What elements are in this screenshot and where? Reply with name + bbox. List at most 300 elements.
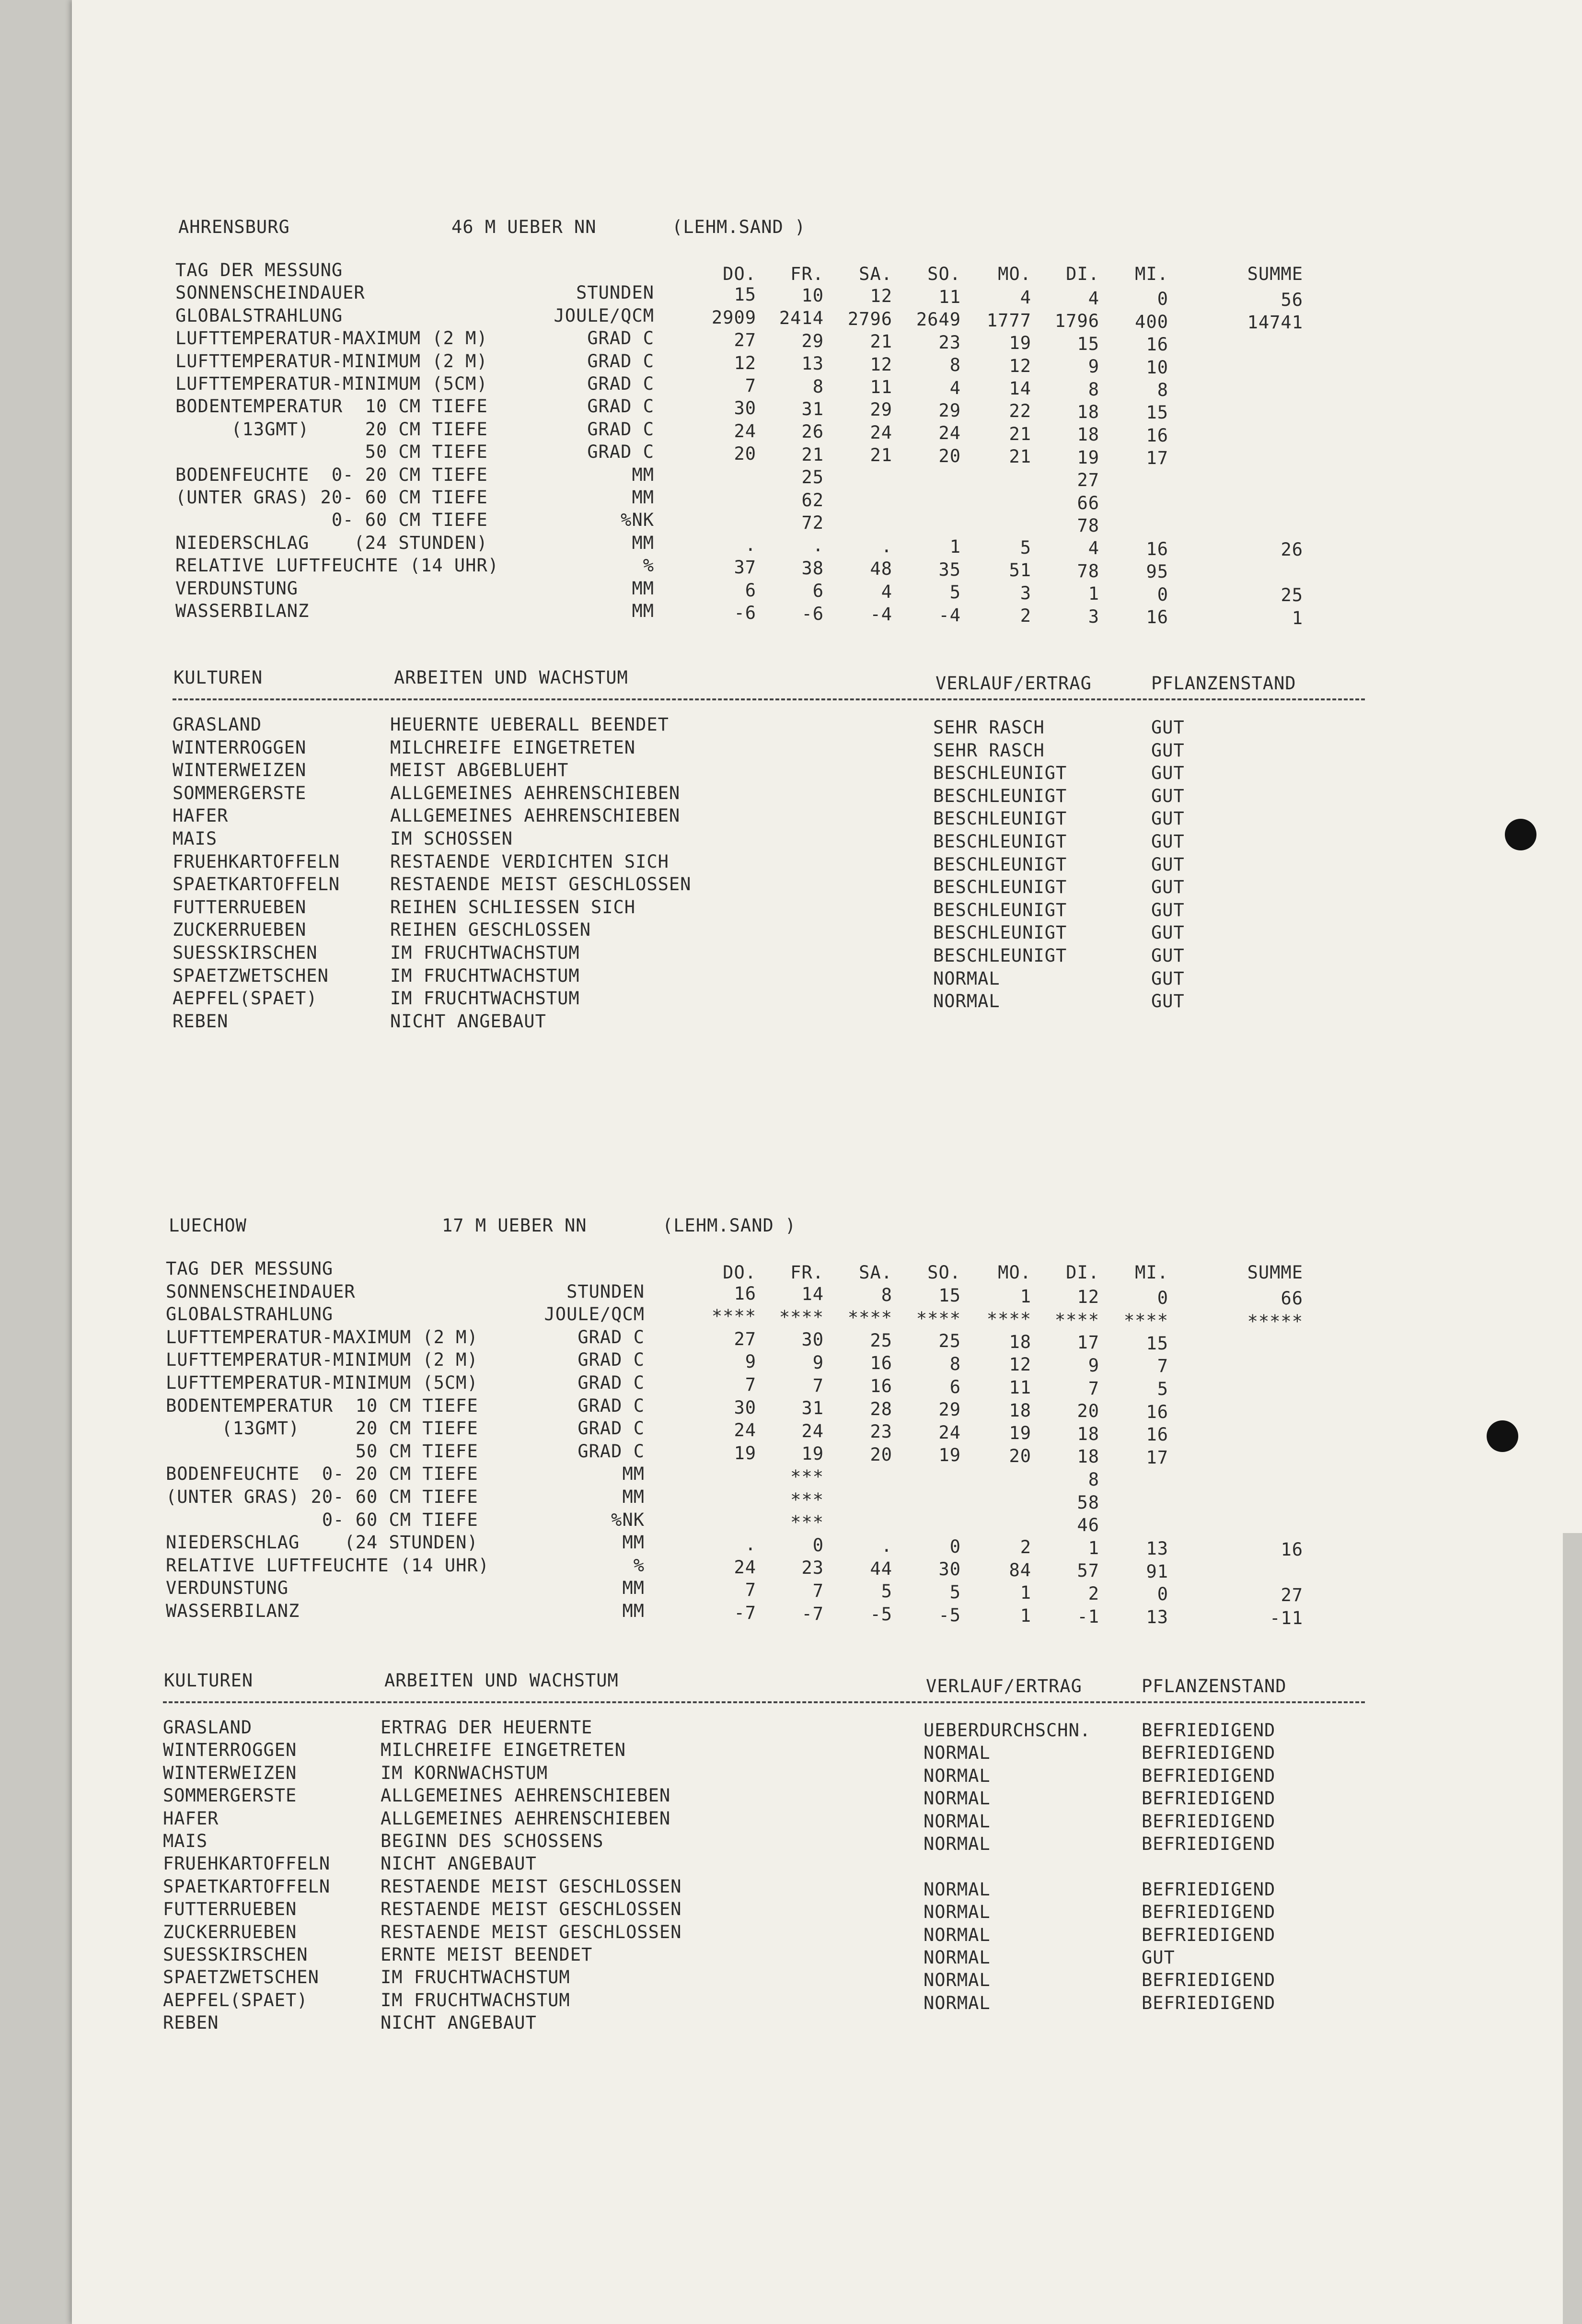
measurement-unit: MM [622,1487,645,1507]
measurement-unit: MM [632,578,654,599]
crop-progress: BESCHLEUNIGT [933,945,1067,966]
measurement-value: 21 [1009,423,1031,444]
measurement-value: 30 [734,398,756,419]
crop-work: NICHT ANGEBAUT [381,2012,537,2034]
measurement-label: WASSERBILANZ [175,601,310,621]
measurement-value: 66 [1281,1288,1303,1309]
crop-culture: WINTERWEIZEN [163,1762,297,1783]
measurement-value: 8 [949,355,961,376]
crop-stand: GUT [1151,945,1185,966]
measurement-value: 29 [938,1399,961,1420]
measurement-value: 25 [938,1331,961,1352]
crop-stand: GUT [1151,740,1185,761]
measurement-value: 6 [745,580,756,601]
crop-progress: NORMAL [924,1834,991,1854]
crop-culture: GRASLAND [173,714,262,735]
crop-work: ALLGEMEINES AEHRENSCHIEBEN [390,782,681,803]
measurement-value: 72 [801,512,824,533]
day-header: MI. [1135,264,1168,284]
measurement-value: 0 [1157,289,1168,310]
measurement-unit: GRAD C [577,1349,645,1371]
crop-culture: SPAETZWETSCHEN [163,1967,319,1988]
measurement-value: 12 [734,352,756,373]
measurement-value: 58 [1077,1492,1099,1513]
measurement-value: 5 [1157,1379,1168,1399]
measurement-value: 16 [1146,1424,1168,1445]
day-header: DO. [723,1262,756,1283]
crop-progress: BESCHLEUNIGT [933,785,1067,806]
measurement-label: WASSERBILANZ [166,1601,300,1621]
measurement-value: 23 [938,332,961,353]
crop-progress: NORMAL [924,1879,991,1900]
crop-culture: HAFER [173,805,229,826]
measurement-value: 16 [1146,607,1168,627]
measurement-unit: MM [632,464,654,485]
measurement-value: 20 [870,1444,892,1465]
day-header: SA. [859,264,892,284]
measurement-value: 7 [745,1374,756,1395]
measurement-label: BODENFEUCHTE 0- 20 CM TIEFE [175,464,488,485]
measurement-value: 1 [1088,583,1099,604]
measurement-label: RELATIVE LUFTFEUCHTE (14 UHR) [166,1555,490,1576]
measurement-unit: STUNDEN [566,1281,645,1302]
measurement-value: 24 [938,1422,961,1443]
crop-column-header: VERLAUF/ERTRAG [926,1676,1082,1697]
measurement-value: 9 [812,1352,824,1373]
crop-work: REIHEN SCHLIESSEN SICH [390,896,636,918]
measurement-value: 17 [1146,448,1168,469]
crop-work: MEIST ABGEBLUEHT [390,760,569,781]
crop-progress: NORMAL [924,1811,991,1832]
crop-stand: GUT [1151,831,1185,852]
measurement-value: 8 [1088,379,1099,400]
measurement-value: 0 [812,1534,824,1556]
day-header: FR. [790,264,824,284]
measurement-value: 57 [1077,1560,1099,1581]
measurement-value: 400 [1135,311,1168,332]
crop-stand: BEFRIEDIGEND [1142,1992,1276,2013]
measurement-value: -7 [801,1603,824,1624]
measurement-value: 66 [1077,492,1099,513]
crop-work: IM FRUCHTWACHSTUM [381,1967,570,1988]
measurement-value: **** [1123,1310,1168,1331]
measurement-value: 29 [870,399,892,420]
measurement-value: *** [790,1466,824,1487]
measurement-value: -5 [938,1604,961,1626]
measurement-value: 9 [1088,356,1099,377]
crop-stand: GUT [1151,877,1185,898]
measurement-value: 2796 [847,308,892,329]
measurement-value: 24 [734,1420,756,1441]
measurement-value: 4 [1088,538,1099,559]
measurement-label: VERDUNSTUNG [175,578,299,599]
crop-work: NICHT ANGEBAUT [390,1011,546,1032]
measurement-value: 0 [1157,1584,1168,1605]
measurement-value: 15 [1146,1333,1168,1354]
measurement-value: 1 [1020,1582,1031,1604]
crop-culture: FRUEHKARTOFFELN [173,851,340,872]
measurement-value: 1 [1088,1537,1099,1558]
measurement-value: 16 [870,1376,892,1396]
measurement-value: 15 [1146,402,1168,423]
day-header: FR. [790,1262,824,1283]
measurement-label: 50 CM TIEFE [175,442,488,463]
measurement-label: SONNENSCHEINDAUER [166,1281,356,1302]
measurement-value: 18 [1077,1446,1099,1467]
crop-stand: BEFRIEDIGEND [1142,1765,1276,1786]
crop-work: RESTAENDE MEIST GESCHLOSSEN [381,1921,682,1942]
measurement-value: . [881,535,892,557]
measurement-value: 29 [938,400,961,421]
measurement-value: 19 [938,1445,961,1466]
crop-culture: MAIS [173,828,218,849]
measurement-value: 12 [870,354,892,375]
measurement-value: 20 [734,443,756,465]
measurement-value: 11 [870,377,892,397]
punch-hole-upper [1505,819,1536,850]
measurement-value: 14 [1009,378,1031,399]
measurement-value: 20 [1009,1445,1031,1466]
crop-stand: BEFRIEDIGEND [1142,1879,1276,1900]
measurement-unit: GRAD C [577,1418,645,1439]
measurement-value: 18 [1077,1423,1099,1444]
measurement-value: 9 [1088,1355,1099,1376]
measurement-value: 5 [949,582,961,603]
crop-culture: REBEN [173,1011,229,1032]
measurement-unit: GRAD C [587,396,654,417]
measurement-value: 24 [801,1420,824,1441]
measurement-value: 7 [812,1580,824,1601]
measurement-value: 30 [938,1559,961,1580]
crop-work: MILCHREIFE EINGETRETEN [390,737,636,758]
measurement-label: LUFTTEMPERATUR-MAXIMUM (2 M) [175,328,488,349]
measurement-label: 0- 60 CM TIEFE [175,510,488,531]
measurement-label: NIEDERSCHLAG (24 STUNDEN) [166,1532,478,1553]
day-header: MI. [1135,1262,1168,1283]
measurement-value: 28 [870,1398,892,1419]
crop-progress: NORMAL [924,1992,991,2013]
measurement-value: 27 [1281,1584,1303,1605]
measurement-value: -7 [734,1603,756,1623]
measurement-value: 27 [1077,470,1099,491]
measurement-value: 16 [1281,1539,1303,1560]
measurement-unit: MM [622,1532,645,1553]
measurement-unit: MM [632,532,654,553]
crop-stand: GUT [1151,763,1185,784]
measurement-value: 2 [1088,1583,1099,1604]
measurement-value: 4 [1020,287,1031,308]
measurement-value: 25 [870,1330,892,1351]
measurement-value: 1 [1020,1286,1031,1307]
crop-culture: SOMMERGERSTE [163,1785,297,1806]
measurement-value: 15 [1077,333,1099,354]
crop-column-header: ARBEITEN UND WACHSTUM [394,667,628,688]
measurement-value: 6 [812,581,824,602]
measurement-value: 16 [734,1283,756,1304]
crop-column-header: KULTUREN [164,1670,254,1691]
measurement-value: 84 [1009,1559,1031,1580]
crop-progress: SEHR RASCH [933,740,1045,761]
measurement-value: -1 [1077,1606,1099,1627]
measurement-unit: %NK [621,510,654,531]
measurement-value: 16 [1146,425,1168,446]
measurement-value: 1777 [986,310,1031,331]
measurement-value: 78 [1077,515,1099,536]
measurement-value: 16 [1146,1401,1168,1422]
crop-culture: HAFER [163,1808,219,1829]
measurement-value: 21 [801,444,824,465]
station-name: LUECHOW [169,1215,247,1236]
measurement-label: BODENTEMPERATUR 10 CM TIEFE [166,1395,478,1416]
crop-progress: BESCHLEUNIGT [933,831,1067,852]
measurement-value: 2649 [916,309,961,330]
measurement-label: TAG DER MESSUNG [175,260,343,280]
measurement-unit: MM [622,1464,645,1485]
measurement-value: 2 [1020,605,1031,626]
measurement-value: 5 [1020,537,1031,558]
measurement-value: 27 [734,330,756,351]
measurement-label: GLOBALSTRAHLUNG [166,1304,334,1325]
crop-work: RESTAENDE MEIST GESCHLOSSEN [390,874,692,895]
crop-progress: BESCHLEUNIGT [933,922,1067,943]
measurement-value: 35 [938,559,961,580]
crop-work: RESTAENDE MEIST GESCHLOSSEN [381,1899,682,1920]
measurement-label: LUFTTEMPERATUR-MINIMUM (5CM) [166,1372,478,1393]
measurement-value: 18 [1077,424,1099,445]
measurement-value: 4 [949,377,961,398]
crop-work: ERTRAG DER HEUERNTE [381,1717,593,1738]
measurement-value: 13 [1146,1538,1168,1559]
day-header: DI. [1066,264,1099,284]
crop-culture: AEPFEL(SPAET) [163,1989,308,2010]
measurement-value: 7 [1157,1356,1168,1377]
day-header: MO. [998,1262,1031,1283]
day-header: DI. [1066,1262,1099,1283]
crop-work: RESTAENDE VERDICHTEN SICH [390,851,669,872]
crop-work: IM FRUCHTWACHSTUM [381,1989,570,2010]
crop-stand: BEFRIEDIGEND [1142,1902,1276,1923]
measurement-unit: GRAD C [587,328,654,349]
measurement-value: *** [790,1512,824,1533]
measurement-unit: GRAD C [577,1395,645,1416]
crop-column-header: VERLAUF/ERTRAG [935,673,1092,694]
crop-work: ALLGEMEINES AEHRENSCHIEBEN [390,805,681,826]
measurement-unit: GRAD C [587,350,654,372]
crop-stand: GUT [1142,1947,1175,1968]
measurement-value: 8 [949,1353,961,1374]
measurement-value: 25 [801,467,824,488]
measurement-value: . [745,534,756,555]
measurement-value: 15 [734,284,756,305]
crop-progress: NORMAL [924,1924,991,1945]
crop-progress: BESCHLEUNIGT [933,877,1067,898]
measurement-value: 18 [1009,1331,1031,1352]
measurement-unit: GRAD C [587,442,654,463]
crop-column-header: ARBEITEN UND WACHSTUM [384,1670,619,1691]
crop-culture: ZUCKERRUEBEN [173,919,307,941]
day-header: MO. [998,264,1031,284]
measurement-value: 20 [938,445,961,466]
station-name: AHRENSBURG [178,217,290,237]
day-header: SUMME [1247,1262,1303,1283]
crop-culture: SUESSKIRSCHEN [173,942,318,963]
measurement-value: 16 [870,1353,892,1374]
measurement-value: 10 [1146,357,1168,378]
measurement-value: -5 [870,1604,892,1625]
measurement-value: 15 [938,1285,961,1306]
measurement-value: 16 [1146,538,1168,559]
measurement-value: 17 [1146,1447,1168,1468]
measurement-value: 4 [881,581,892,602]
measurement-value: 19 [1077,447,1099,468]
measurement-unit: MM [632,601,654,621]
measurement-value: 3 [1088,606,1099,627]
measurement-value: 12 [1009,1354,1031,1375]
measurement-value: 30 [734,1397,756,1418]
crop-work: MILCHREIFE EINGETRETEN [381,1740,626,1761]
station-elevation: 17 M UEBER NN [442,1215,587,1236]
crop-progress: NORMAL [924,1788,991,1809]
crop-culture: SPAETKARTOFFELN [173,874,340,895]
torn-page-edge [1563,1533,1582,2324]
crop-work: REIHEN GESCHLOSSEN [390,919,591,941]
measurement-unit: GRAD C [577,1326,645,1348]
day-header: SUMME [1247,264,1303,284]
crop-work: IM KORNWACHSTUM [381,1762,548,1783]
day-header: SA. [859,1262,892,1283]
measurement-value: . [881,1535,892,1557]
crop-work: IM SCHOSSEN [390,828,513,849]
crop-culture: SOMMERGERSTE [173,782,307,803]
crop-work: IM FRUCHTWACHSTUM [390,942,580,963]
crop-culture: FUTTERRUEBEN [173,896,307,918]
crop-stand: BEFRIEDIGEND [1142,1834,1276,1854]
crop-work: HEUERNTE UEBERALL BEENDET [390,714,669,735]
crop-stand: GUT [1151,922,1185,943]
measurement-value: 8 [1088,1469,1099,1490]
header-divider [173,698,1365,700]
header-divider [163,1701,1365,1703]
measurement-value: 26 [801,421,824,442]
measurement-label: (UNTER GRAS) 20- 60 CM TIEFE [166,1487,478,1507]
measurement-value: 26 [1281,539,1303,560]
measurement-value: 12 [870,286,892,307]
measurement-value: 7 [1088,1378,1099,1399]
measurement-label: LUFTTEMPERATUR-MINIMUM (2 M) [166,1349,478,1371]
measurement-value: 24 [734,1557,756,1578]
measurement-value: 14 [801,1284,824,1305]
crop-progress: NORMAL [924,1947,991,1968]
measurement-value: -11 [1270,1607,1303,1628]
measurement-value: 37 [734,557,756,578]
measurement-value: 31 [801,1398,824,1419]
crop-stand: GUT [1151,899,1185,920]
measurement-value: *** [790,1489,824,1510]
measurement-value: 7 [745,1580,756,1601]
measurement-value: 21 [870,445,892,466]
measurement-label: TAG DER MESSUNG [166,1258,334,1279]
measurement-value: 13 [801,353,824,374]
soil-type: (LEHM.SAND ) [662,1215,797,1236]
crop-work: ALLGEMEINES AEHRENSCHIEBEN [381,1808,671,1829]
measurement-label: SONNENSCHEINDAUER [175,282,365,303]
crop-work: ERNTE MEIST BEENDET [381,1944,593,1965]
crop-stand: BEFRIEDIGEND [1142,1720,1276,1741]
measurement-unit: MM [622,1578,645,1599]
crop-progress: BESCHLEUNIGT [933,854,1067,875]
crop-progress: NORMAL [933,968,1000,989]
measurement-value: **** [916,1308,961,1329]
measurement-value: 1796 [1054,311,1099,332]
measurement-value: 1 [949,536,961,558]
measurement-value: 11 [1009,1377,1031,1398]
day-header: SO. [927,264,961,284]
crop-culture: WINTERROGGEN [163,1740,297,1761]
measurement-value: 8 [812,376,824,397]
measurement-value: 38 [801,558,824,579]
crop-progress: NORMAL [933,991,1000,1012]
crop-culture: GRASLAND [163,1717,253,1738]
measurement-label: 50 CM TIEFE [166,1441,478,1462]
measurement-unit: GRAD C [587,418,654,440]
crop-culture: FRUEHKARTOFFELN [163,1853,331,1874]
measurement-label: LUFTTEMPERATUR-MINIMUM (5CM) [175,373,488,394]
measurement-value: 27 [734,1328,756,1349]
measurement-unit: % [633,1555,645,1576]
measurement-value: 2414 [779,308,824,329]
measurement-value: **** [779,1306,824,1327]
measurement-value: 46 [1077,1515,1099,1536]
punch-hole-lower [1487,1420,1518,1452]
measurement-label: (UNTER GRAS) 20- 60 CM TIEFE [175,487,488,508]
crop-work: BEGINN DES SCHOSSENS [381,1831,604,1851]
crop-stand: GUT [1151,991,1185,1012]
crop-progress: BESCHLEUNIGT [933,808,1067,829]
measurement-unit: JOULE/QCM [554,305,654,326]
measurement-value: -6 [801,603,824,624]
crop-culture: SPAETZWETSCHEN [173,965,329,986]
crop-column-header: PFLANZENSTAND [1142,1676,1287,1697]
measurement-label: LUFTTEMPERATUR-MAXIMUM (2 M) [166,1326,478,1348]
measurement-value: 1 [1020,1605,1031,1626]
crop-stand: GUT [1151,968,1185,989]
day-header: DO. [723,264,756,284]
measurement-value: 19 [734,1442,756,1464]
crop-progress: NORMAL [924,1970,991,1991]
measurement-value: 20 [1077,1401,1099,1422]
measurement-value: 6 [949,1376,961,1397]
measurement-value: 9 [745,1351,756,1372]
measurement-value: 18 [1077,401,1099,422]
measurement-value: 0 [1157,1287,1168,1308]
measurement-value: 18 [1009,1400,1031,1421]
crop-culture: FUTTERRUEBEN [163,1899,297,1920]
crop-work: IM FRUCHTWACHSTUM [390,988,580,1009]
crop-column-header: KULTUREN [173,667,263,688]
crop-progress: NORMAL [924,1765,991,1786]
measurement-label: BODENTEMPERATUR 10 CM TIEFE [175,396,488,417]
crop-work: IM FRUCHTWACHSTUM [390,965,580,986]
measurement-value: 8 [881,1284,892,1305]
measurement-unit: MM [622,1601,645,1621]
crop-culture: AEPFEL(SPAET) [173,988,318,1009]
measurement-value: 23 [801,1557,824,1579]
measurement-unit: GRAD C [587,373,654,394]
measurement-unit: MM [632,487,654,508]
measurement-value: 13 [1146,1607,1168,1627]
measurement-value: 7 [812,1375,824,1396]
measurement-value: 3 [1020,582,1031,604]
